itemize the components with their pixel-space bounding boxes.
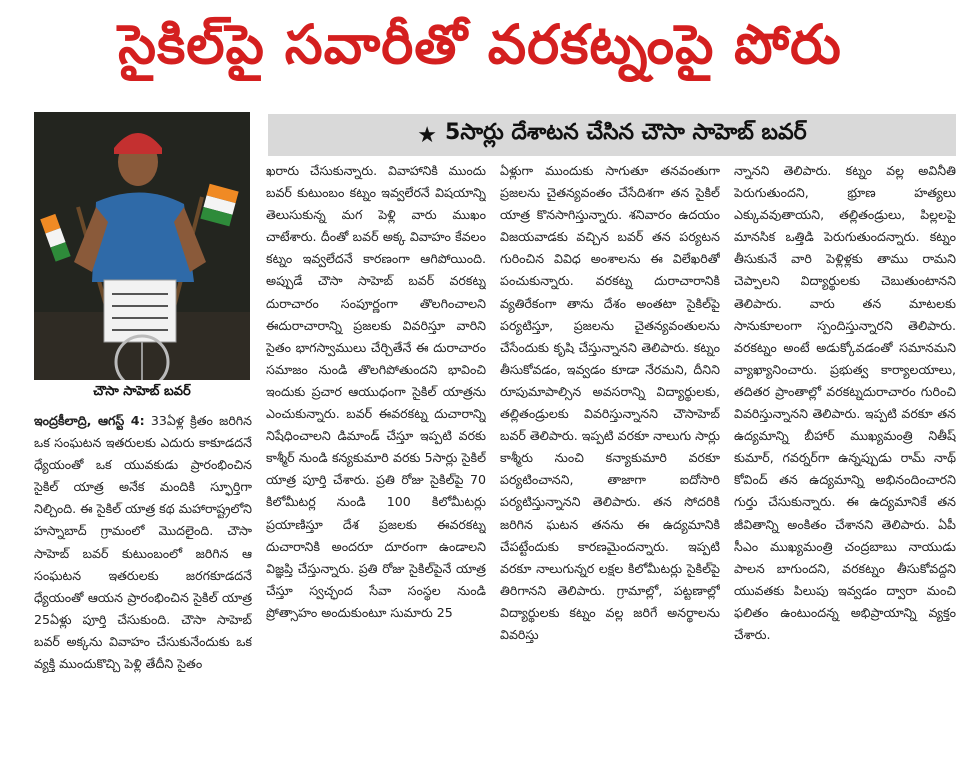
article-column-4	[734, 160, 956, 755]
article-text-2: ఖరారు చేసుకున్నారు. వివాహానికి ముందు బవర్ కుటుంబం కట్నం ఇవ్వలేరనే విషయాన్ని తెలుసుకున్న మగ పెళ్లి వారు ముఖం చాటేశారు. దీంతో బవర్ అక్క వివాహం కేవలం కట్నం ఇవ్వలేదనే కారణంగా ఆగిపోయింది. అప్పుడే చౌసా సాహెబ్ బవర్ వరకట్న దురాచారం సంపూర్ణంగా తొలగించాలని ఈదురాచారాన్ని ప్రజలకు వివరిస్తూ వారిని సైతం భాగస్వాములు చేర్చితేనే ఈ దురాచారం సమాజం నుండి తొలగిపోతుందని భావించి ఇందుకు ప్రచార ఆయుధంగా సైకిల్ యాత్రను ఎంచుకున్నారు. బవర్ ఈవరకట్న దుచారాన్ని నిషేధించాలని డిమాండ్ చేస్తూ ఇప్పటి వరకు కాశ్మీర్ నుండి కన్యకుమారి వరకు 5సార్లు సైకిల్ యాత్ర పూర్తి చేశారు. ప్రతి రోజు సైకిల్‌పై 70 కిలోమీటర్ల నుండి 100 కిలోమీటర్లు ప్రయాణిస్తూ దేశ ప్రజలకు ఈవరకట్న దుచారానికి అందరూ దూరంగా ఉండాలని విజ్ఞప్తి చేస్తున్నారు. ప్రతి రోజు సైకిల్‌పైనే యాత్ర చేస్తూ స్వచ్ఛంద సేవా సంస్థల నుండి ప్రోత్సాహం అందుకుంటూ సుమారు 25	[266, 163, 486, 620]
article-column-3	[500, 160, 720, 755]
article-text-4: న్నానని తెలిపారు. కట్నం వల్ల అవినీతి పెరుగుతుందని, భ్రూణ హత్యలు ఎక్కువవుతాయని, తల్లితండ్రులు, పిల్లలపై మానసిక ఒత్తిడి పెరుగుతుందన్నారు. కట్నం తీసుకునే వారి పెళ్లిళ్లకు తాము రామని చెప్పాలని విద్యార్థులకు చెబుతుంటానని తెలిపారు. వారు తన మాటలకు సానుకూలంగా స్పందిస్తున్నారని తెలిపారు. వరకట్నం అంటే అడుక్కోవడంతో సమానమని వ్యాఖ్యానించారు. ప్రభుత్వ కార్యాలయాలు, తదితర ప్రాంతాల్లో వరకట్నదురాచారం గురించి వివరిస్తున్నానని తెలిపారు. ఇప్పటి వరకూ తన ఉద్యమాన్ని బీహార్ ముఖ్యమంత్రి నితీష్ కుమార్, గవర్నర్‌గా ఉన్నప్పుడు రామ్ నాథ్ కోవింద్ తన ఉద్యమాన్ని అభినందించారని గుర్తు చేసుకున్నారు. ఈ ఉద్యమానికే తన జీవితాన్ని అంకితం చేశానని తెలిపారు. ఏపీ సీఎం ముఖ్యమంత్రి చంద్రబాబు నాయుడు పాలన బాగుందని, వరకట్నం తీసుకోవద్దని యువతకు పిలుపు ఇవ్వడం ద్వారా మంచి ఫలితం ఉంటుందన్న అభిప్రాయాన్ని వ్యక్తం చేశారు.	[734, 163, 956, 642]
article-column-2	[266, 160, 486, 755]
headline: సైకిల్‌పై సవారీతో వరకట్నంపై పోరు	[118, 12, 842, 76]
cyclist-photo	[34, 112, 250, 380]
article-text-3: ఏళ్లుగా ముందుకు సాగుతూ తనవంతుగా ప్రజలను చైతన్యవంతం చేసేదిశగా తన సైకిల్ యాత్ర కొనసాగిస్తున్నారు. శనివారం ఉదయం విజయవాడకు వచ్చిన బవర్ తన పర్యటన గురించిన వివిధ అంశాలను ఈ విలేఖరితో పంచుకున్నారు. వరకట్న దురాచారానికి వ్యతిరేకంగా తాను దేశం అంతటా సైకిల్‌పై పర్యటిస్తూ, ప్రజలను చైతన్యవంతులను చేసేందుకు కృషి చేస్తున్నానని తెలిపారు. కట్నం తీసుకోవడం, ఇవ్వడం కూడా నేరమని, దీనిని రూపుమాపాల్సిన అవసరాన్ని విద్యార్థులకు, తల్లితండ్రులకు వివరిస్తున్నానని చౌసాహెబ్ బవర్ తెలిపారు. ఇప్పటి వరకూ నాలుగు సార్లు కాశ్మీరు నుంచి కన్యాకుమారి వరకూ పర్యటించానని, తాజాగా ఐదోసారి పర్యటిస్తున్నానని తెలిపారు. తన సోదరికి జరిగిన ఘటన తనను ఈ ఉద్యమానికి చేపట్టేందుకు కారణమైందన్నారు. ఇప్పటి వరకూ నాలుగున్నర లక్షల కిలోమీటర్లు సైకిల్‌పై తిరిగానని తెలిపారు. గ్రామాల్లో, పట్టణాల్లో విద్యార్థులకు కట్నం వల్ల జరిగే అనర్థాలను వివరిస్తు	[500, 163, 720, 642]
subheadline-text: 5సార్లు దేశాటన చేసిన చౌసా సాహెబ్ బవర్	[445, 120, 807, 145]
photo-caption: చౌసా సాహెబ్ బవర్	[34, 380, 250, 406]
dateline: ఇంద్రకీలాద్రి, ఆగస్ట్ 4:	[34, 413, 145, 428]
star-icon: ★	[417, 122, 438, 148]
cyclist-photo-illustration	[34, 112, 250, 380]
subheadline	[268, 114, 956, 156]
article-text-1: 33ఏళ్ల క్రితం జరిగిన ఒక సంఘటన ఇతరులకు ఎదురు కాకూడదనే ధ్యేయంతో ఒక యువకుడు ప్రారంభించిన సైకిల్ యాత్ర అనేక మందికి స్ఫూర్తిగా నిల్చింది. ఈ సైకిల్ యాత్ర కథ మహారాష్ట్రలోని హస్నాబాద్ గ్రామంలో మొదలైంది. చౌసా సాహెబ్ బవర్ కుటుంబంలో జరిగిన ఆ సంఘటన ఇతరులకు జరగకూడదనే ధ్యేయంతో ఆయన ప్రారంభించిన సైకిల్ యాత్ర 25ఏళ్లు పూర్తి చేసుకుంది. చౌసా సాహెబ్ బవర్ అక్కను వివాహం చేసుకునేందుకు ఒక వ్యక్తి ముందుకొచ్చి పెళ్లి తేదీని సైతం	[34, 413, 252, 672]
article-column-1	[34, 410, 252, 750]
